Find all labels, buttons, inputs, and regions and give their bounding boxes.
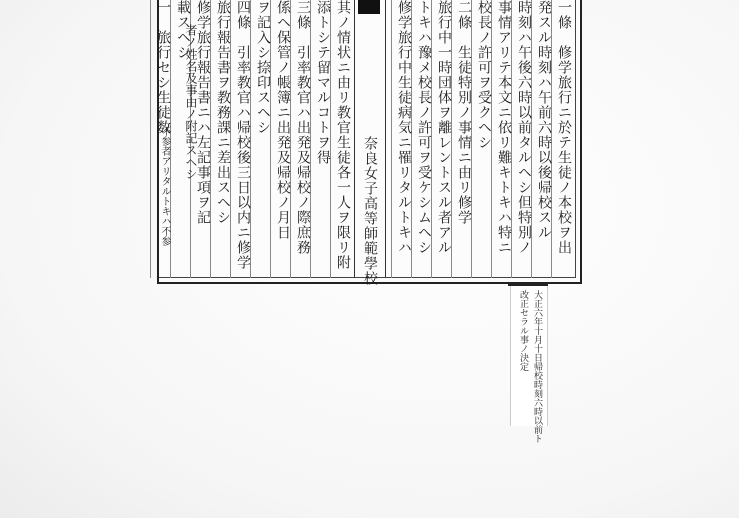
- slip-note-1: 大正六年十月十日帰校時刻六時以前ト: [532, 290, 542, 443]
- text-column: 一條 修学旅行ニ於テ生徒ノ本校ヲ出: [556, 0, 572, 255]
- text-column: 校長ノ許可ヲ受クヘシ: [476, 0, 492, 150]
- column-ruling: [391, 0, 392, 278]
- outside-note-2: 不参者アリタルトキハ不参: [159, 126, 170, 246]
- text-column: 其ノ情状ニ由リ教官生徒各一人ヲ限リ附: [335, 0, 351, 270]
- text-column: トキハ豫メ校長ノ許可ヲ受ケシムヘシ: [416, 0, 432, 255]
- text-column: 添トシテ留マルコトヲ得: [315, 0, 331, 165]
- text-column: 二條 生徒特別ノ事情ニ由リ修学: [456, 0, 472, 225]
- text-column: 旅行報告書ヲ教務課ニ差出スヘシ: [215, 0, 231, 225]
- text-column: 係ヘ保管ノ帳簿ニ出発及帰校ノ月日: [275, 0, 291, 240]
- slip-note-2: 改正セラル事ノ決定: [518, 290, 528, 371]
- column-ruling: [150, 0, 151, 278]
- text-column: 修学旅行報告書ニハ左記事項ヲ記: [195, 0, 211, 225]
- text-column: 三條 引率教官ハ出発及帰校ノ際庶務: [295, 0, 311, 255]
- fold-mark: [358, 0, 380, 14]
- sheet-inner-border-right: [575, 0, 576, 278]
- text-column: 時刻ハ午後六時以前タルヘシ但特別ノ: [516, 0, 532, 255]
- attached-slip: [510, 286, 548, 443]
- text-column: 修学旅行中生徒病気ニ罹リタルトキハ: [396, 0, 412, 255]
- text-column: 載スヘシ: [175, 0, 191, 60]
- text-column: 一 旅行セシ生徒数: [155, 0, 171, 135]
- school-name-imprint: 奈良女子高等師範學校: [362, 136, 378, 286]
- text-column: 旅行中一時団体ヲ離レントスル者アル: [436, 0, 452, 255]
- text-column: 発スル時刻ハ午前六時以後帰校スル: [536, 0, 552, 240]
- text-column: 事情アリテ本文ニ依リ難キトキハ特ニ: [496, 0, 512, 255]
- text-column: ヲ記入シ捺印スヘシ: [255, 0, 271, 135]
- outside-note-1: 者ノ姓名及事由ノ附記スヘシ: [184, 24, 198, 180]
- text-column: 四條 引率教官ハ帰校後三日以内ニ修学: [235, 0, 251, 270]
